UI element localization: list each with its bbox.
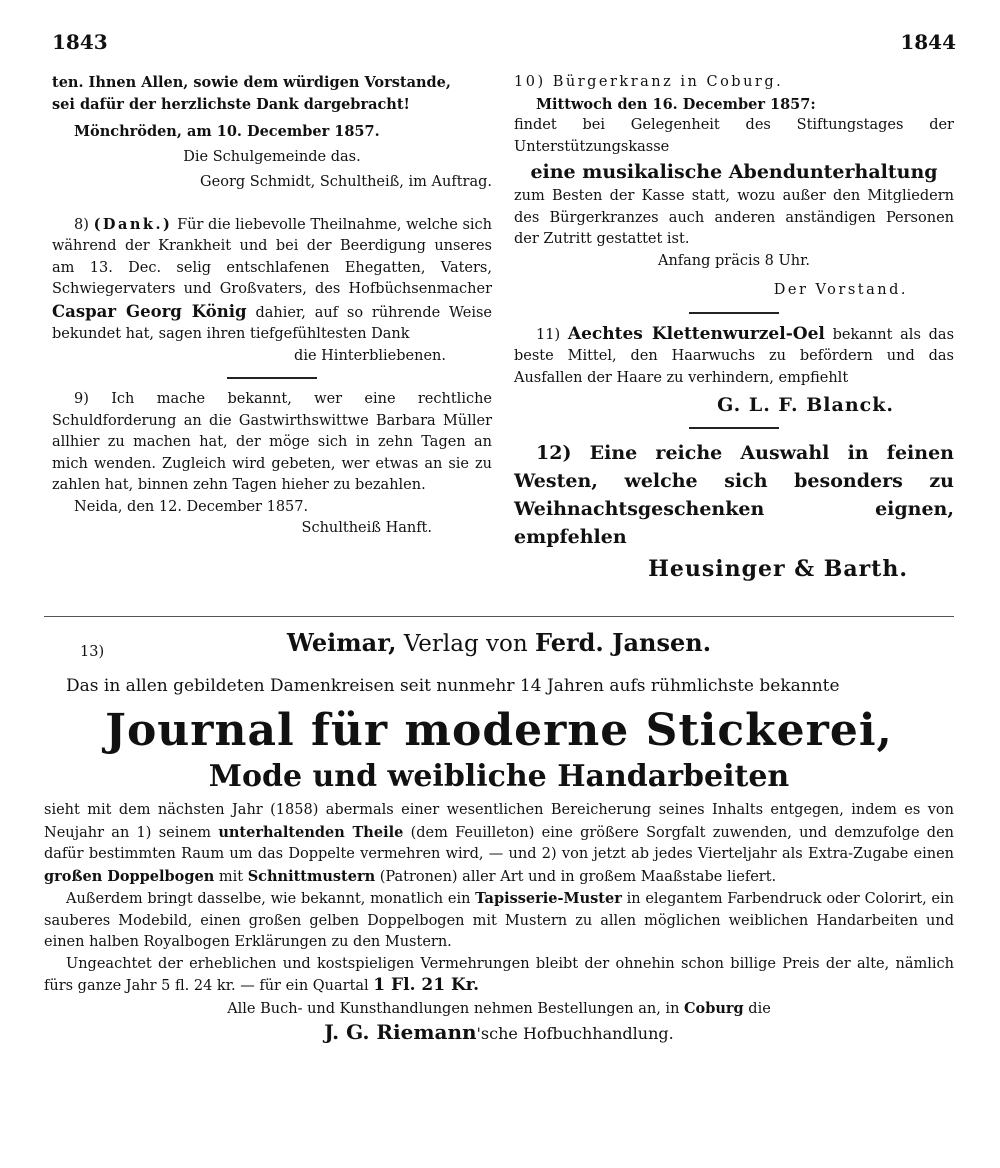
ad-13 bbox=[44, 628, 954, 1047]
ad-13-city: Weimar, bbox=[286, 628, 397, 657]
ad-13-para-3 bbox=[44, 954, 954, 998]
ad-13-para-1-a: sieht mit dem nächsten Jahr (1858) abermals einer wesentlichen Bereicherung seines Inhalts entgegen, indem es von Neujahr an 1) seinem bbox=[44, 802, 954, 841]
ad-13-para-3-a: Ungeachtet der erheblichen und kostspieligen Vermehrungen bleibt der ohnehin schon billige Preis der alte, nämlich fürs ganze Jahr 5 fl. 24 kr. — für ein Quartal bbox=[44, 955, 954, 994]
ad-13-para-4-b: die bbox=[748, 1000, 771, 1017]
ad-9-signer: Schultheiß Hanft. bbox=[301, 520, 432, 536]
ad-10-signer: Der Vorstand. bbox=[773, 282, 908, 298]
ad-12-signer: Heusinger & Barth. bbox=[648, 555, 908, 582]
ad-13-para-4 bbox=[44, 998, 954, 1021]
ad-13-para-1-b: (dem Feuilleton) eine größere Sorgfalt zuwenden, und demzufolge den dafür bestimmten Raum um das Doppelte vermehren wird, — und 2) von jetzt ab jedes Vierteljahr als Extra-Zugabe einen bbox=[44, 824, 954, 862]
ad-13-publisher: Ferd. Jansen. bbox=[535, 628, 712, 657]
ad-13-para-1-bold-3: Schnittmustern bbox=[247, 867, 376, 885]
ad-13-para-1-c: mit bbox=[218, 868, 244, 885]
ad-12-text: 12) Eine reiche Auswahl in feinen Westen, welche sich besonders zu Weihnachtsgeschenken eignen, empfehlen bbox=[514, 441, 954, 548]
ad-10-start: Anfang präcis 8 Uhr. bbox=[657, 252, 811, 269]
journal-title: Journal für moderne Stickerei, bbox=[105, 705, 893, 756]
ad-10-event: eine musikalische Abendunterhaltung bbox=[530, 161, 938, 183]
ad-9-text: 9) Ich mache bekannt, wer eine rechtliche Schuldforderung an die Gastwirthswittwe Barbara Müller allhier zu machen hat, der möge sich in zehn Tagen an mich wenden. Zugleich wird gebeten, wer etwas an sie zu zahlen hat, binnen zehn Tagen hieher zu bezahlen. bbox=[52, 391, 492, 493]
place-date: Mönchröden, am 10. December 1857. bbox=[74, 123, 380, 140]
ad-13-para-1 bbox=[44, 800, 954, 888]
ad-13-header bbox=[44, 628, 954, 668]
separator-line bbox=[44, 616, 954, 617]
journal-subtitle: Mode und weibliche Handarbeiten bbox=[208, 759, 790, 794]
ad-11-text bbox=[514, 324, 954, 390]
ad-10-text-a: findet bei Gelegenheit des Stiftungstages der Unterstützungskasse bbox=[514, 117, 954, 155]
ad-13-para-4-bold: Coburg bbox=[684, 999, 744, 1017]
page-number-left: 1843 bbox=[52, 30, 108, 54]
ad-13-para-2-a: Außerdem bringt dasselbe, wie bekannt, monatlich ein bbox=[66, 891, 471, 907]
divider bbox=[227, 377, 317, 379]
ad-13-para-2-b: in elegantem Farbendruck oder Colorirt, ein sauberes Modebild, einen großen gelben Doppelbogen mit Mustern zu allen möglichen weiblichen Handarbeiten und einen halben Royalbogen Erklärungen zu den Mustern. bbox=[44, 891, 954, 950]
right-column bbox=[514, 72, 954, 580]
ad-13-para-4-a: Alle Buch- und Kunsthandlungen nehmen Bestellungen an, in bbox=[227, 1000, 680, 1017]
ad-13-intro: Das in allen gebildeten Damenkreisen seit nunmehr 14 Jahren aufs rühmlichste bekannte bbox=[66, 676, 840, 696]
ad-10-heading: 10) Bürgerkranz in Coburg. bbox=[514, 74, 784, 90]
ad-11-body: bekannt als das beste Mittel, den Haarwuchs zu befördern und das Ausfallen der Haare zu verhindern, empfiehlt bbox=[514, 326, 955, 386]
ad-13-para-1-bold-2: großen Doppelbogen bbox=[44, 867, 215, 885]
ad-13-publisher-prefix: Verlag von bbox=[403, 631, 528, 657]
ad-9-place-date: Neida, den 12. December 1857. bbox=[74, 498, 309, 515]
ad-8-name: Caspar Georg König bbox=[52, 301, 247, 321]
ad-13-para-2 bbox=[44, 888, 954, 954]
ad-13-para-2-bold: Tapisserie-Muster bbox=[475, 890, 622, 907]
page-number-right: 1844 bbox=[900, 30, 956, 54]
ad-13-publisher-line bbox=[44, 628, 954, 657]
ad-13-para-3-bold: 1 Fl. 21 Kr. bbox=[373, 975, 480, 995]
ad-13-final bbox=[44, 1022, 954, 1047]
continuation-line-1: ten. Ihnen Allen, sowie dem würdigen Vorstande, bbox=[52, 74, 451, 91]
ad-8-text bbox=[52, 214, 492, 346]
ad-8-label: (Dank.) bbox=[93, 215, 173, 233]
signer-schmidt: Georg Schmidt, Schultheiß, im Auftrag. bbox=[200, 174, 492, 190]
divider bbox=[689, 427, 779, 429]
ad-8-number: 8) bbox=[74, 216, 89, 233]
ad-13-final-bold: J. G. Riemann bbox=[324, 1020, 477, 1044]
ad-8-signer: die Hinterbliebenen. bbox=[294, 347, 446, 364]
ad-8-body-b: dahier, auf so rührende Weise bekundet hat, sagen ihren tiefgefühltesten Dank bbox=[52, 304, 493, 342]
left-column bbox=[52, 72, 492, 540]
divider bbox=[689, 312, 779, 314]
ad-11-number: 11) bbox=[536, 326, 561, 343]
ad-10-date: Mittwoch den 16. December 1857: bbox=[536, 95, 816, 113]
ad-11-product: Aechtes Klettenwurzel-Oel bbox=[567, 323, 825, 344]
ad-13-para-1-d: (Patronen) aller Art und in großem Maaßstabe liefert. bbox=[379, 868, 777, 885]
ad-10-text-b: zum Besten der Kasse statt, wozu außer den Mitgliedern des Bürgerkranzes auch anderen anständigen Personen der Zutritt gestattet ist. bbox=[514, 188, 954, 247]
continuation-line-2: sei dafür der herzlichste Dank dargebracht! bbox=[52, 95, 410, 113]
ad-8-body-a: Für die liebevolle Theilnahme, welche sich während der Krankheit und bei der Beerdigung unseres am 13. Dec. selig entschlafenen Ehegatten, Vaters, Schwiegervaters und Großvaters, des Hofbüchsenmacher bbox=[52, 216, 493, 297]
ad-13-para-1-bold-1: unterhaltenden Theile bbox=[218, 823, 404, 841]
ad-11-signer: G. L. F. Blanck. bbox=[717, 394, 894, 416]
ad-13-final-rest: 'sche Hofbuchhandlung. bbox=[476, 1024, 674, 1043]
ad-13-number: 13) bbox=[80, 644, 105, 660]
signer-school: Die Schulgemeinde das. bbox=[183, 148, 361, 165]
